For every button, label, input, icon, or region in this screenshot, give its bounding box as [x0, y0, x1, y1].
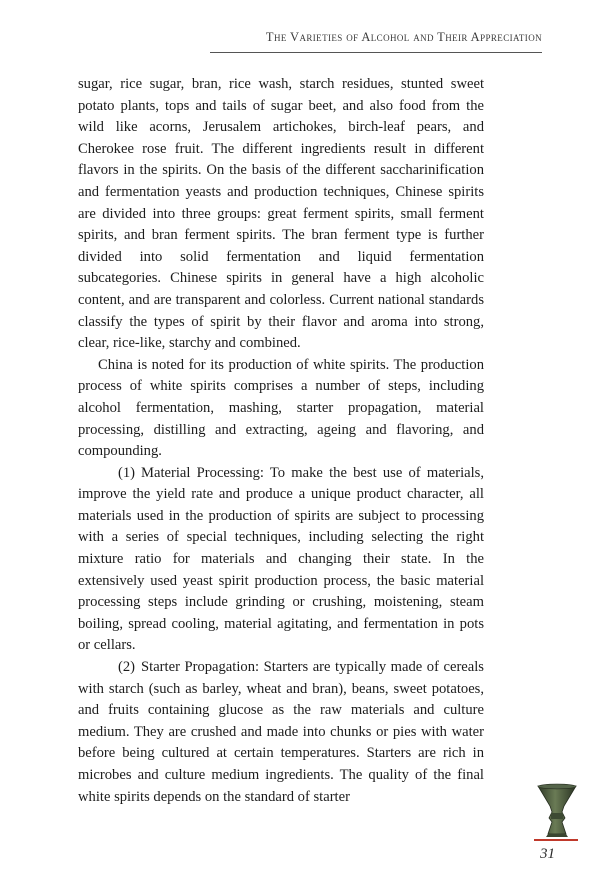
paragraph-1: sugar, rice sugar, bran, rice wash, starch residues, stunted sweet potato plants, tops and tails of sugar beet, and also food from the wild like acorns, Jerusalem artichokes, birch-leaf pears, and Cherokee rose fruit. The different ingredients result in different flavors in the spirits. On the basis of the different saccharinification and fermentation yeasts and production techniques, Chinese spirits are divided into three groups: great ferment spirits, small ferment spirits, and bran ferment spirits. The bran ferment type is further divided into solid fermentation and liquid fermentation subcategories. Chinese spirits in general have a high alcoholic content, and are transparent and colorless. Current national standards classify the types of spirit by their flavor and aroma into strong, clear, rice-like, starchy and combined.	[78, 76, 484, 352]
paragraph-material-processing	[78, 463, 484, 657]
running-head: The Varieties of Alcohol and Their Appreciation	[265, 30, 542, 44]
item-number: (2)	[118, 659, 136, 676]
body-text	[78, 74, 484, 808]
header-rule	[210, 52, 542, 53]
paragraph-2: China is noted for its production of white spirits. The production process of white spirits comprises a number of steps, including alcohol fermentation, mashing, starter propagation, material processing, distilling and extracting, ageing and flavoring, and compounding.	[78, 356, 484, 460]
page-number-rule	[534, 839, 578, 841]
item-text: Starter Propagation: Starters are typically made of cereals with starch (such as barley, wheat and bran), beans, sweet potatoes, and fruits containing glucose as the raw materials and culture medium. They are crushed and made into chunks or pies with water before being cultured at certain temperatures. Starters are rich in microbes and culture medium ingredients. The quality of the final white spirits depends on the standard of starter	[78, 659, 484, 805]
item-text: Material Processing: To make the best use of materials, improve the yield rate and produce a unique product character, all materials used in the production of spirits are subject to processing with a series of special techniques, including selecting the right mixture ratio for materials and changing their state. In the extensively used yeast spirit production process, the basic material processing steps include grinding or crushing, moistening, steam boiling, spread cooling, material agitating, and fermentation in pots or cellars.	[78, 464, 484, 654]
item-number: (1)	[118, 464, 136, 481]
paragraph-starter-propagation	[78, 657, 484, 808]
page-number: 31	[540, 846, 555, 862]
bronze-wine-vessel-icon	[532, 782, 582, 838]
